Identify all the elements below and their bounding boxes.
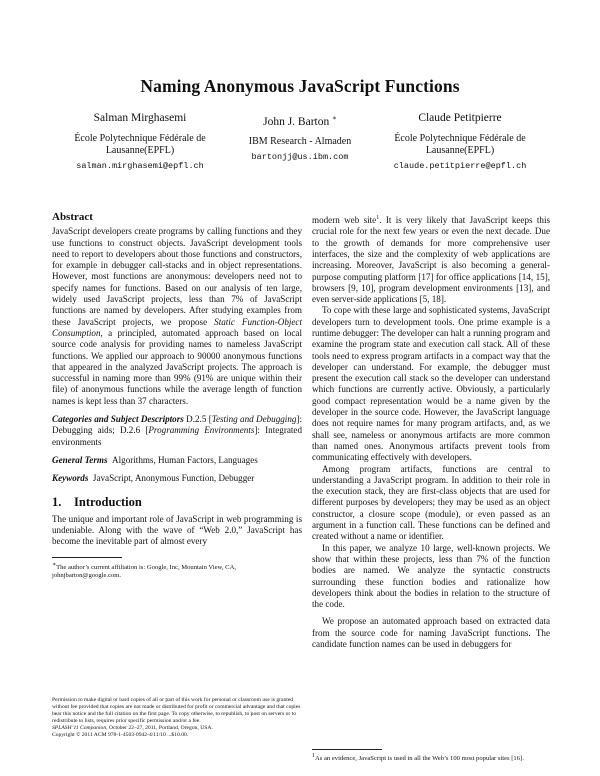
paper-title: Naming Anonymous JavaScript Functions — [140, 76, 460, 96]
body-paragraph: In this paper, we analyze 10 large, well-known projects. We show that within these projects, less than 7% of the function bodies are named. We analyze the syntactic constructs surrounding these function bodies and rationalize how developers think about the bodies in relation to the structure of the code. — [312, 542, 550, 610]
author-affiliation: IBM Research - Almaden — [248, 136, 352, 148]
permission-text: Permission to make digital or hard copies of all or part of this work for personal or classroom use is granted without fee provided that copies are not made or distributed for profit or commercial advantage and that copies bear this notice and the full citation on the first page. To copy otherwise, to republish, to post on servers or to redistribute to lists, requires prior specific permission and/or a fee. — [52, 697, 301, 724]
categories-line: Categories and Subject Descriptors D.2.5 [Testing and Debugging]: Debugging aids; D.2.6 [Programming Environments]: Integrated environments — [52, 414, 302, 447]
right-column — [312, 213, 550, 650]
web-footnote: 1As an evidence, JavaScript is used in all the Web’s 100 most popular sites [16]. — [312, 753, 524, 763]
body-paragraph: To cope with these large and sophisticated systems, JavaScript developers turn to development tools. One prime example is a runtime debugger: The developer can halt a running program and examine the program state and execution call stack. All of these tools need to express program artifacts in a compact way that the developer can understand. For example, the debugger must present the execution call stack so the developer can understand which functions are currently active. Obviously, a particularly good compact representation would be a name given by the developer in the source code. However, the JavaScript language does not require names for many program artifacts, and, as we shall see, nameless or anonymous artifacts are more common than named ones. Anonymous artifacts prevent tools from communicating effectively with developers. — [312, 305, 550, 463]
author-name: Salman Mirghasemi — [93, 112, 187, 124]
author-name: John J. Barton ∗ — [263, 114, 337, 128]
conference-line: SPLASH’11 Companion, October 22–27, 2011, Portland, Oregon, USA. — [52, 724, 213, 731]
copyright-line: Copyright © 2011 ACM 978-1-4503-0942-4/11/10 ...$10.00. — [52, 731, 189, 738]
author-affiliation: École Polytechnique Fédérale de — [394, 132, 526, 144]
author-name: Claude Petitpierre — [418, 112, 502, 124]
footnote-marker: 1 — [376, 215, 380, 221]
abstract-heading: Abstract — [52, 211, 93, 223]
author-email[interactable]: salman.mirghasemi@epfl.ch — [76, 160, 204, 171]
general-terms-line: General Terms Algorithms, Human Factors, Languages — [52, 454, 258, 465]
body-paragraph: Among program artifacts, functions are central to understanding a JavaScript program. In addition to their role in the execution stack, they are first-class objects that are used for different purposes by developers; they may be used as an object constructor, a closure scope (module), or even passed as an argument in a function call. These functions can be defined and created without a name or identifier. — [312, 463, 550, 542]
author-affiliation: Lausanne(EPFL) — [425, 145, 495, 156]
author-email[interactable]: bartonjj@us.ibm.com — [251, 151, 349, 162]
footnote-divider — [312, 749, 382, 750]
author-footnote: ∗The author’s current affiliation is: Google, Inc, Mountain View, CA, johnjbarton@google.com. — [52, 561, 236, 579]
introduction-text: The unique and important role of JavaScript in web programming is undeniable. Along with the wave of “Web 2.0,” JavaScript has become the inevitable part of almost every — [52, 513, 302, 547]
author-affiliation: École Polytechnique Fédérale de — [74, 132, 206, 144]
body-paragraph: modern web site$^1$. It is very likely that JavaScript keeps this crucial role for the next few years or even the next decade. Due to the growth of demands for more comprehensive user interfaces, the size and the complexity of web applications are increasing. Moreover, JavaScript is also becoming a general-purpose computing platform [17] for office applications [14, 15], browsers [9, 10], program development environments [13], and even server-side applications [5, 18]. — [312, 215, 551, 305]
footnote-divider — [52, 557, 122, 558]
abstract-text: JavaScript developers create programs by calling functions and they use functions to construct objects. JavaScript development tools need to report to developers about those functions and constructors, for example in debugger call-stacks and in object representations. However, most functions are anonymous: developers need not to specify names for functions. Based on our analysis of ten large, widely used JavaScript projects, less than 7% of JavaScript functions are named by developers. After studying examples from these JavaScript projects, we propose Static Function-Object Consumption, a principled, automated approach based on local source code analysis for providing names to nameless JavaScript functions. We applied our approach to 90000 anonymous functions that appeared in the analyzed JavaScript projects. The approach is successful in naming more than 99% (91% are unique within their file) of anonymous functions while the average length of function names is kept less than 37 characters. — [52, 226, 302, 406]
author-affiliation: Lausanne(EPFL) — [105, 145, 175, 156]
author-email[interactable]: claude.petitpierre@epfl.ch — [393, 160, 527, 171]
body-paragraph: We propose an automated approach based on extracted data from the source code for naming JavaScript functions. The candidate function names can be used in debuggers for — [312, 616, 550, 650]
keywords-line: Keywords JavaScript, Anonymous Function, Debugger — [52, 473, 255, 484]
left-column — [52, 212, 302, 580]
author-block-3 — [360, 112, 560, 172]
permission-notice — [52, 697, 302, 738]
footnote-marker: ∗ — [332, 114, 337, 122]
introduction-heading: 1. Introduction — [52, 494, 142, 509]
